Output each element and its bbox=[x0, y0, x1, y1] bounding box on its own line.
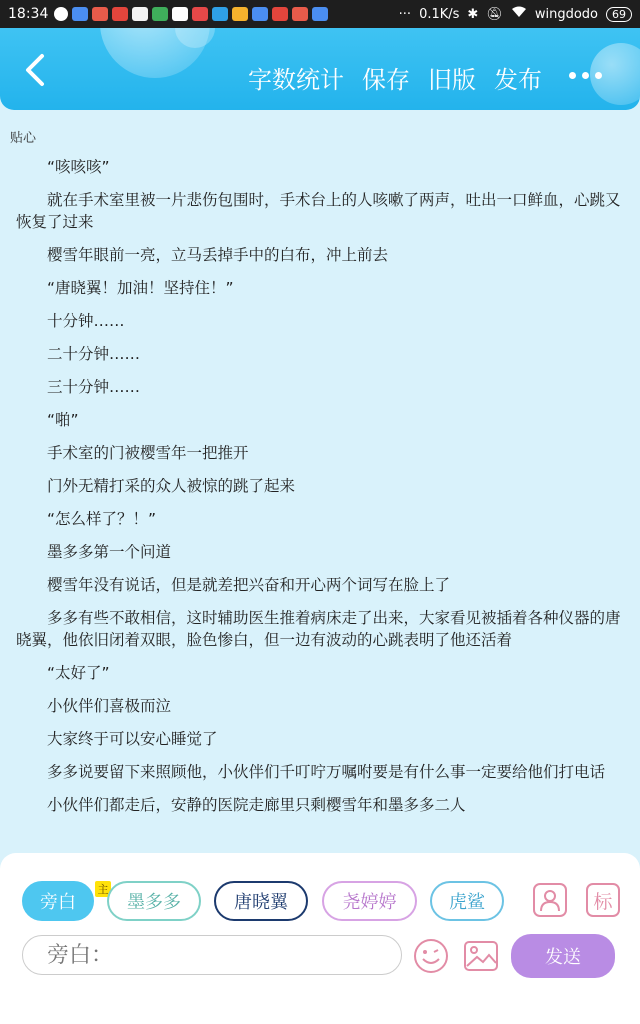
word-count-button[interactable]: 字数统计 bbox=[248, 66, 344, 94]
paragraph[interactable]: 十分钟…… bbox=[47, 312, 125, 330]
app-icon bbox=[192, 7, 208, 21]
role-narrator-button[interactable]: 旁白 bbox=[22, 881, 94, 921]
paragraph[interactable]: “太好了” bbox=[47, 664, 110, 682]
publish-button[interactable]: 发布 bbox=[494, 66, 542, 94]
role-button[interactable]: 唐晓翼 bbox=[214, 881, 308, 921]
image-button[interactable] bbox=[462, 937, 500, 975]
paragraph[interactable]: 多多说要留下来照顾他，小伙伴们千叮咛万嘱咐要是有什么事一定要给他们打电话 bbox=[47, 763, 606, 781]
role-button[interactable]: 尧婷婷 bbox=[322, 881, 417, 921]
app-icon bbox=[292, 7, 308, 21]
app-icon bbox=[252, 7, 268, 21]
emoji-button[interactable] bbox=[412, 937, 450, 975]
app-icon bbox=[152, 7, 168, 21]
message-input-wrapper[interactable] bbox=[22, 935, 402, 975]
chevron-left-icon bbox=[18, 52, 54, 88]
battery-icon: 69 bbox=[606, 7, 632, 22]
mark-button[interactable]: 标 bbox=[586, 883, 620, 917]
status-bar bbox=[0, 0, 640, 28]
notification-icons bbox=[54, 7, 328, 21]
story-content[interactable] bbox=[0, 118, 640, 853]
more-dot-icon bbox=[595, 72, 602, 79]
app-header bbox=[0, 28, 640, 110]
add-character-button[interactable] bbox=[533, 883, 567, 917]
smiley-icon bbox=[412, 937, 450, 975]
wifi-icon bbox=[511, 6, 527, 22]
status-time: 18:34 bbox=[8, 6, 49, 22]
paragraph[interactable]: “怎么样了？！” bbox=[47, 510, 157, 528]
paragraph[interactable]: 三十分钟…… bbox=[47, 378, 141, 396]
mute-icon: 🔕︎ bbox=[486, 6, 503, 22]
paragraph[interactable]: 樱雪年没有说话，但是就差把兴奋和开心两个词写在脸上了 bbox=[47, 576, 451, 594]
image-icon bbox=[462, 937, 500, 975]
save-button[interactable]: 保存 bbox=[362, 66, 410, 94]
paragraph[interactable]: 多多有些不敢相信，这时辅助医生推着病床走了出来，大家看见被插着各种仪器的唐晓翼，他依旧闭着双眼，脸色惨白，但一边有波动的心跳表明了他还活着 bbox=[16, 609, 621, 649]
person-icon bbox=[537, 887, 563, 913]
paragraph[interactable]: 门外无精打采的众人被惊的跳了起来 bbox=[47, 477, 296, 495]
back-button[interactable] bbox=[18, 52, 54, 88]
wifi-name: wingdodo bbox=[534, 6, 598, 22]
app-icon bbox=[92, 7, 108, 21]
app-icon bbox=[212, 7, 228, 21]
paragraph[interactable]: 手术室的门被樱雪年一把推开 bbox=[47, 444, 249, 462]
input-panel bbox=[0, 853, 640, 1024]
app-icon bbox=[312, 7, 328, 21]
app-icon bbox=[272, 7, 288, 21]
paragraph-list bbox=[16, 156, 626, 827]
paragraph[interactable]: 小伙伴们喜极而泣 bbox=[47, 697, 172, 715]
app-icon bbox=[172, 7, 188, 21]
more-dot-icon bbox=[582, 72, 589, 79]
app-icon bbox=[232, 7, 248, 21]
old-version-button[interactable]: 旧版 bbox=[428, 66, 476, 94]
paragraph[interactable]: 就在手术室里被一片悲伤包围时，手术台上的人咳嗽了两声，吐出一口鲜血，心跳又恢复了过来 bbox=[16, 191, 621, 231]
paragraph[interactable]: 二十分钟…… bbox=[47, 345, 141, 363]
more-notifications-icon: ··· bbox=[398, 6, 412, 22]
more-menu-button[interactable] bbox=[569, 72, 602, 79]
paragraph[interactable]: 墨多多第一个问道 bbox=[47, 543, 172, 561]
message-input[interactable] bbox=[47, 943, 387, 968]
bluetooth-icon: ✱ bbox=[467, 6, 479, 22]
paragraph[interactable]: “唐晓翼！加油！坚持住！” bbox=[47, 279, 234, 297]
role-button[interactable]: 墨多多 bbox=[107, 881, 201, 921]
paragraph[interactable]: “啪” bbox=[47, 411, 79, 429]
net-speed: 0.1K/s bbox=[419, 6, 460, 22]
more-dot-icon bbox=[569, 72, 576, 79]
app-icon bbox=[72, 7, 88, 21]
paragraph[interactable]: 大家终于可以安心睡觉了 bbox=[47, 730, 218, 748]
story-tag: 贴心 bbox=[10, 131, 37, 146]
host-badge: 主 bbox=[95, 881, 111, 897]
send-button[interactable]: 发送 bbox=[511, 934, 615, 978]
paragraph[interactable]: 樱雪年眼前一亮，立马丢掉手中的白布，冲上前去 bbox=[47, 246, 389, 264]
app-icon bbox=[132, 7, 148, 21]
role-button[interactable]: 虎鲨 bbox=[430, 881, 504, 921]
k-app-icon bbox=[54, 7, 68, 21]
paragraph[interactable]: “咳咳咳” bbox=[47, 158, 110, 176]
paragraph[interactable]: 小伙伴们都走后，安静的医院走廊里只剩樱雪年和墨多多二人 bbox=[47, 796, 466, 814]
app-icon bbox=[112, 7, 128, 21]
